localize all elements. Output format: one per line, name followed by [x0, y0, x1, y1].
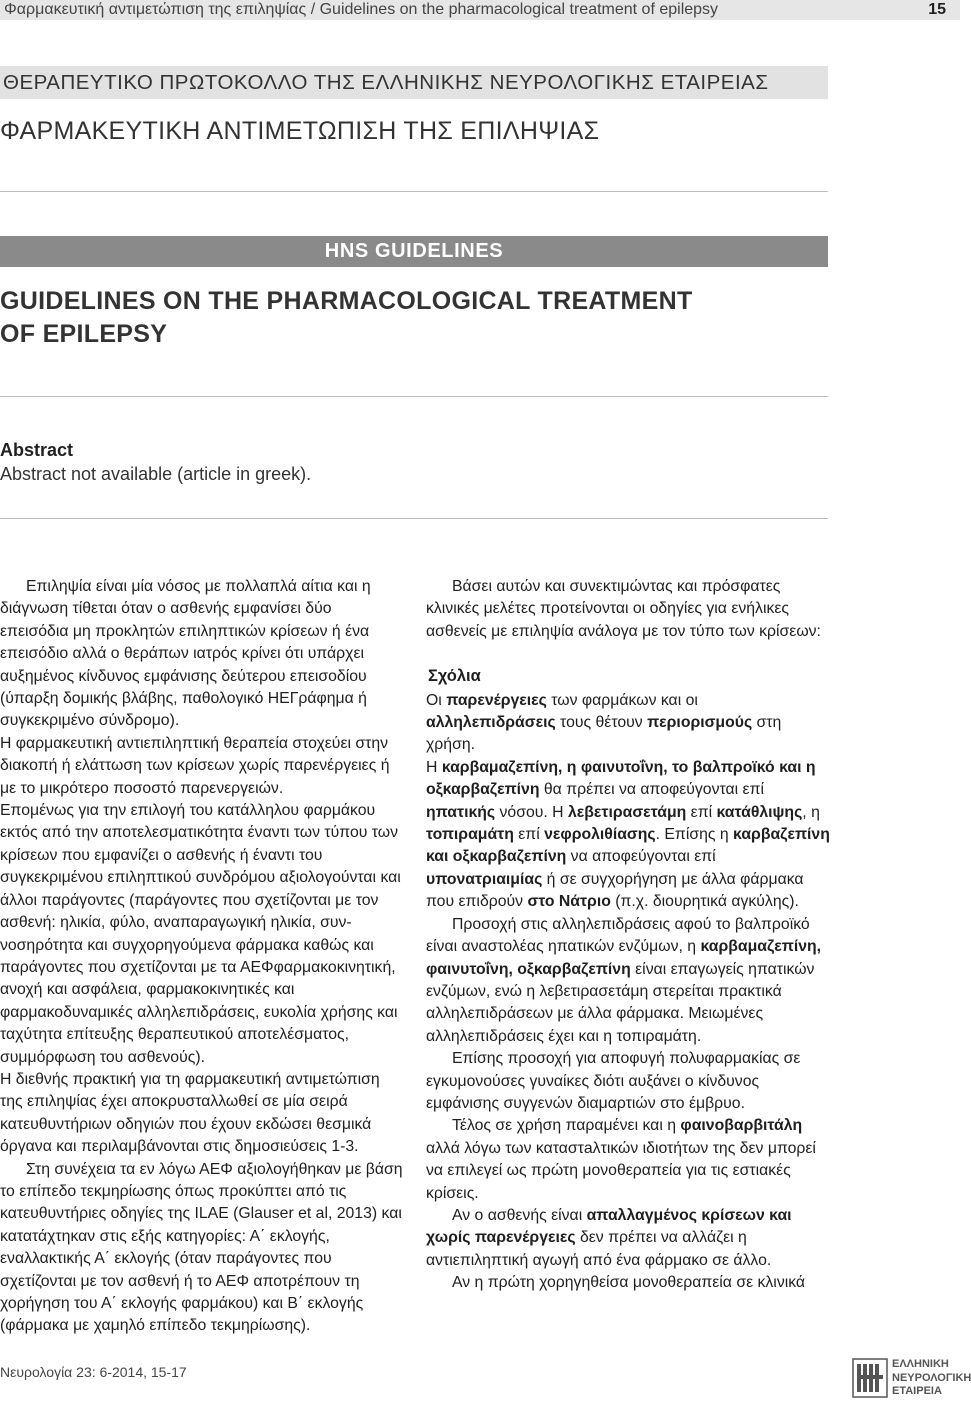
greek-protocol-bar [0, 66, 828, 99]
paragraph: Επομένως για την επιλογή του κατάλληλου φαρμάκου εκτός από την αποτελεσματικότητα έναντι των τύπου των κρίσεων που εμφανίζει ο ασθενής ή έναντι του συγκεκριμένου επιληπτικού συνδρόμου αξιολογούνται και άλλοι παράγοντες (παράγοντες που σχετίζονται με τον ασθενή: ηλικία, φύλο, αναπαραγωγική ηλικία, συν-νοσηρότητα και συγχορηγούμενα φάρμακα καθώς και παράγοντες που σχετίζονται με τα ΑΕΦφαρμακοκινητική, ανοχή και ασφάλεια, φαρμακοκινητικές και φαρμακοδυναμικές αλληλεπιδράσεις, ευκολία χρήσης και ταχύτητα επίτευξης θεραπευτικού αποτελέσματος, συμμόρφωση του ασθενούς). [0, 802, 401, 1066]
comments-heading: Σχόλια [428, 667, 481, 686]
english-guidelines-label: HNS GUIDELINES [324, 240, 504, 262]
english-title-line-1: GUIDELINES ON THE PHARMACOLOGICAL TREATMENT [0, 287, 693, 315]
paragraph: Τέλος σε χρήση παραμένει και η φαινοβαρβιτάλη αλλά λόγω των καταστaλτικών ιδιοτήτων της δεν μπορεί να επιλεγεί ως πρώτη μονοθεραπεία για τις εστιακές κρίσεις. [426, 1117, 816, 1202]
english-title-line-2: OF EPILEPSY [0, 320, 168, 348]
abstract-text: Abstract not available (article in greek). [0, 464, 312, 484]
logo-line-3: ΕΤΑΙΡΕΙΑ [892, 1385, 942, 1397]
divider-rule [0, 191, 828, 192]
running-head [0, 0, 960, 20]
running-head-title: Φαρμακευτική αντιμετώπιση της επιληψίας / Guidelines on the pharmacological treatment of epilepsy [4, 1, 719, 18]
english-guidelines-bar [0, 236, 828, 267]
logo-line-2: ΝΕΥΡΟΛΟΓΙΚΗ [892, 1371, 971, 1384]
paragraph: Αν η πρώτη χορηγηθείσα μονοθεραπεία σε κλινικά [452, 1274, 806, 1292]
divider-rule [0, 396, 828, 397]
paragraph: Αν ο ασθενής είναι απαλλαγμένος κρίσεων και χωρίς παρενέργειες δεν πρέπει να αλλάζει η αντιεπιληπτική αγωγή από ένα φάρμακο σε άλλο. [426, 1206, 792, 1269]
society-emblem-icon [852, 1358, 888, 1398]
paragraph: Επιληψία είναι μία νόσος με πολλαπλά αίτια και η διάγνωση τίθεται όταν ο ασθενής εμφανίσει δύο επεισόδια μη προκλητών επιληπτικών κρίσεων ή ένα επεισόδιο αλλά ο θεράπων ιατρός κρίνει ότι υπάρχει αυξημένος κίνδυνος εμφάνισης δεύτερου επεισοδίου (ύπαρξη δομικής βλάβης, παθολογικό ΗΕΓράφημα ή συγκεκριμένο σύνδρομο). [0, 578, 371, 730]
paragraph: Βάσει αυτών και συνεκτιμώντας και πρόσφατες κλινικές μελέτες προτείνονται οι οδηγίες για ενήλικες ασθενείς με επιληψία ανάλογα με τον τύπο των κρίσεων: [426, 578, 821, 640]
paragraph: Προσοχή στις αλληλεπιδράσεις αφού το βαλπροϊκό είναι αναστολέας ηπατικών ενζύμων, η καρβαμαζεπίνη, φαινυτοΐνη, οξκαρβαζεπίνη είναι επαγωγείς ηπατικών ενζύμων, ενώ η λεβετιρασετάμη στερείται πρακτικά αλληλεπιδράσεων με άλλα φάρμακα. Μειωμένες αλληλεπιδράσεις έχει και η τοπιραμάτη. [426, 915, 822, 1045]
body-column-right [426, 576, 830, 1295]
paragraph: Οι παρενέργειες των φαρμάκων και οι αλληλεπιδράσεις τους θέτουν περιορισμούς στη χρήση. [426, 691, 782, 754]
society-logo [852, 1356, 971, 1400]
greek-article-title: ΦΑΡΜΑΚΕΥΤΙΚΗ ΑΝΤΙΜΕΤΩΠΙΣΗ ΤΗΣ ΕΠΙΛΗΨΙΑΣ [0, 117, 600, 145]
body-column-left [0, 576, 404, 1338]
greek-protocol-label: ΘΕΡΑΠΕΥΤΙΚΟ ΠΡΩΤΟΚΟΛΛΟ ΤΗΣ ΕΛΛΗΝΙΚΗΣ ΝΕΥΡΟΛΟΓΙΚΗΣ ΕΤΑΙΡΕΙΑΣ [3, 71, 769, 94]
paragraph: Η φαρμακευτική αντιεπιληπτική θεραπεία στοχεύει στην διακοπή ή ελάττωση των κρίσεων χωρίς παρενέργειες ή με το μικρότερο ποσοστό παρενεργειών. [0, 734, 390, 797]
paragraph: Η διεθνής πρακτική για τη φαρμακευτική αντιμετώπιση της επιληψίας έχει αποκρυσταλλωθεί σε μία σειρά κατευθυντήριων οδηγιών που έχουν εκδώσει θεσμικά όργανα και περιλαμβάνονται στις δημοσιεύσεις 1-3. [0, 1070, 380, 1156]
paragraph: Η καρβαμαζεπίνη, η φαινυτοΐνη, το βαλπροϊκό και η οξκαρβαζεπίνη θα πρέπει να αποφεύγονται επί ηπατικής νόσου. Η λεβετιρασετάμη επί κατάθλιψης, η τοπιραμάτη επί νεφρολιθίασης. Επίσης η καρβαζεπίνη και οξκαρβαζεπίνη να αποφεύγονται επί υπονατριαιμίας ή σε συγχορήγηση με άλλα φάρμακα που επιδρούν στο Νάτριο (π.χ. διουρητικά αγκύλης). [426, 758, 830, 911]
paragraph: Στη συνέχεια τα εν λόγω ΑΕΦ αξιολογήθηκαν με βάση το επίπεδο τεκμηρίωσης όπως προκύπτει από τις κατευθυντήριες οδηγίες της ILAE (Glauser et al, 2013) και κατατάχτηκαν στις εξής κατηγορίες: Α΄ εκλογής, εναλλακτικής Α΄ εκλογής (όταν παράγοντες που σχετίζονται με τον ασθενή ή το ΑΕΦ αποτρέπουν τη χορήγηση του Α΄ εκλογής φαρμάκου) και Β΄ εκλογής (φάρμακα με χαμηλό επίπεδο τεκμηρίωσης). [0, 1160, 403, 1335]
paragraph: Επίσης προσοχή για αποφυγή πολυφαρμακίας σε εγκυμονούσες γυναίκες διότι αυξάνει ο κίνδυνος εμφάνισης συγγενών διαμαρτιών στο έμβρυο. [426, 1050, 801, 1112]
divider-rule [0, 518, 828, 519]
abstract-heading: Abstract [0, 440, 74, 460]
footer-citation: Νευρολογία 23: 6-2014, 15-17 [0, 1364, 187, 1380]
english-article-title [0, 285, 828, 351]
page-number: 15 [928, 1, 946, 18]
logo-line-1: ΕΛΛΗΝΙΚΗ [892, 1358, 949, 1370]
